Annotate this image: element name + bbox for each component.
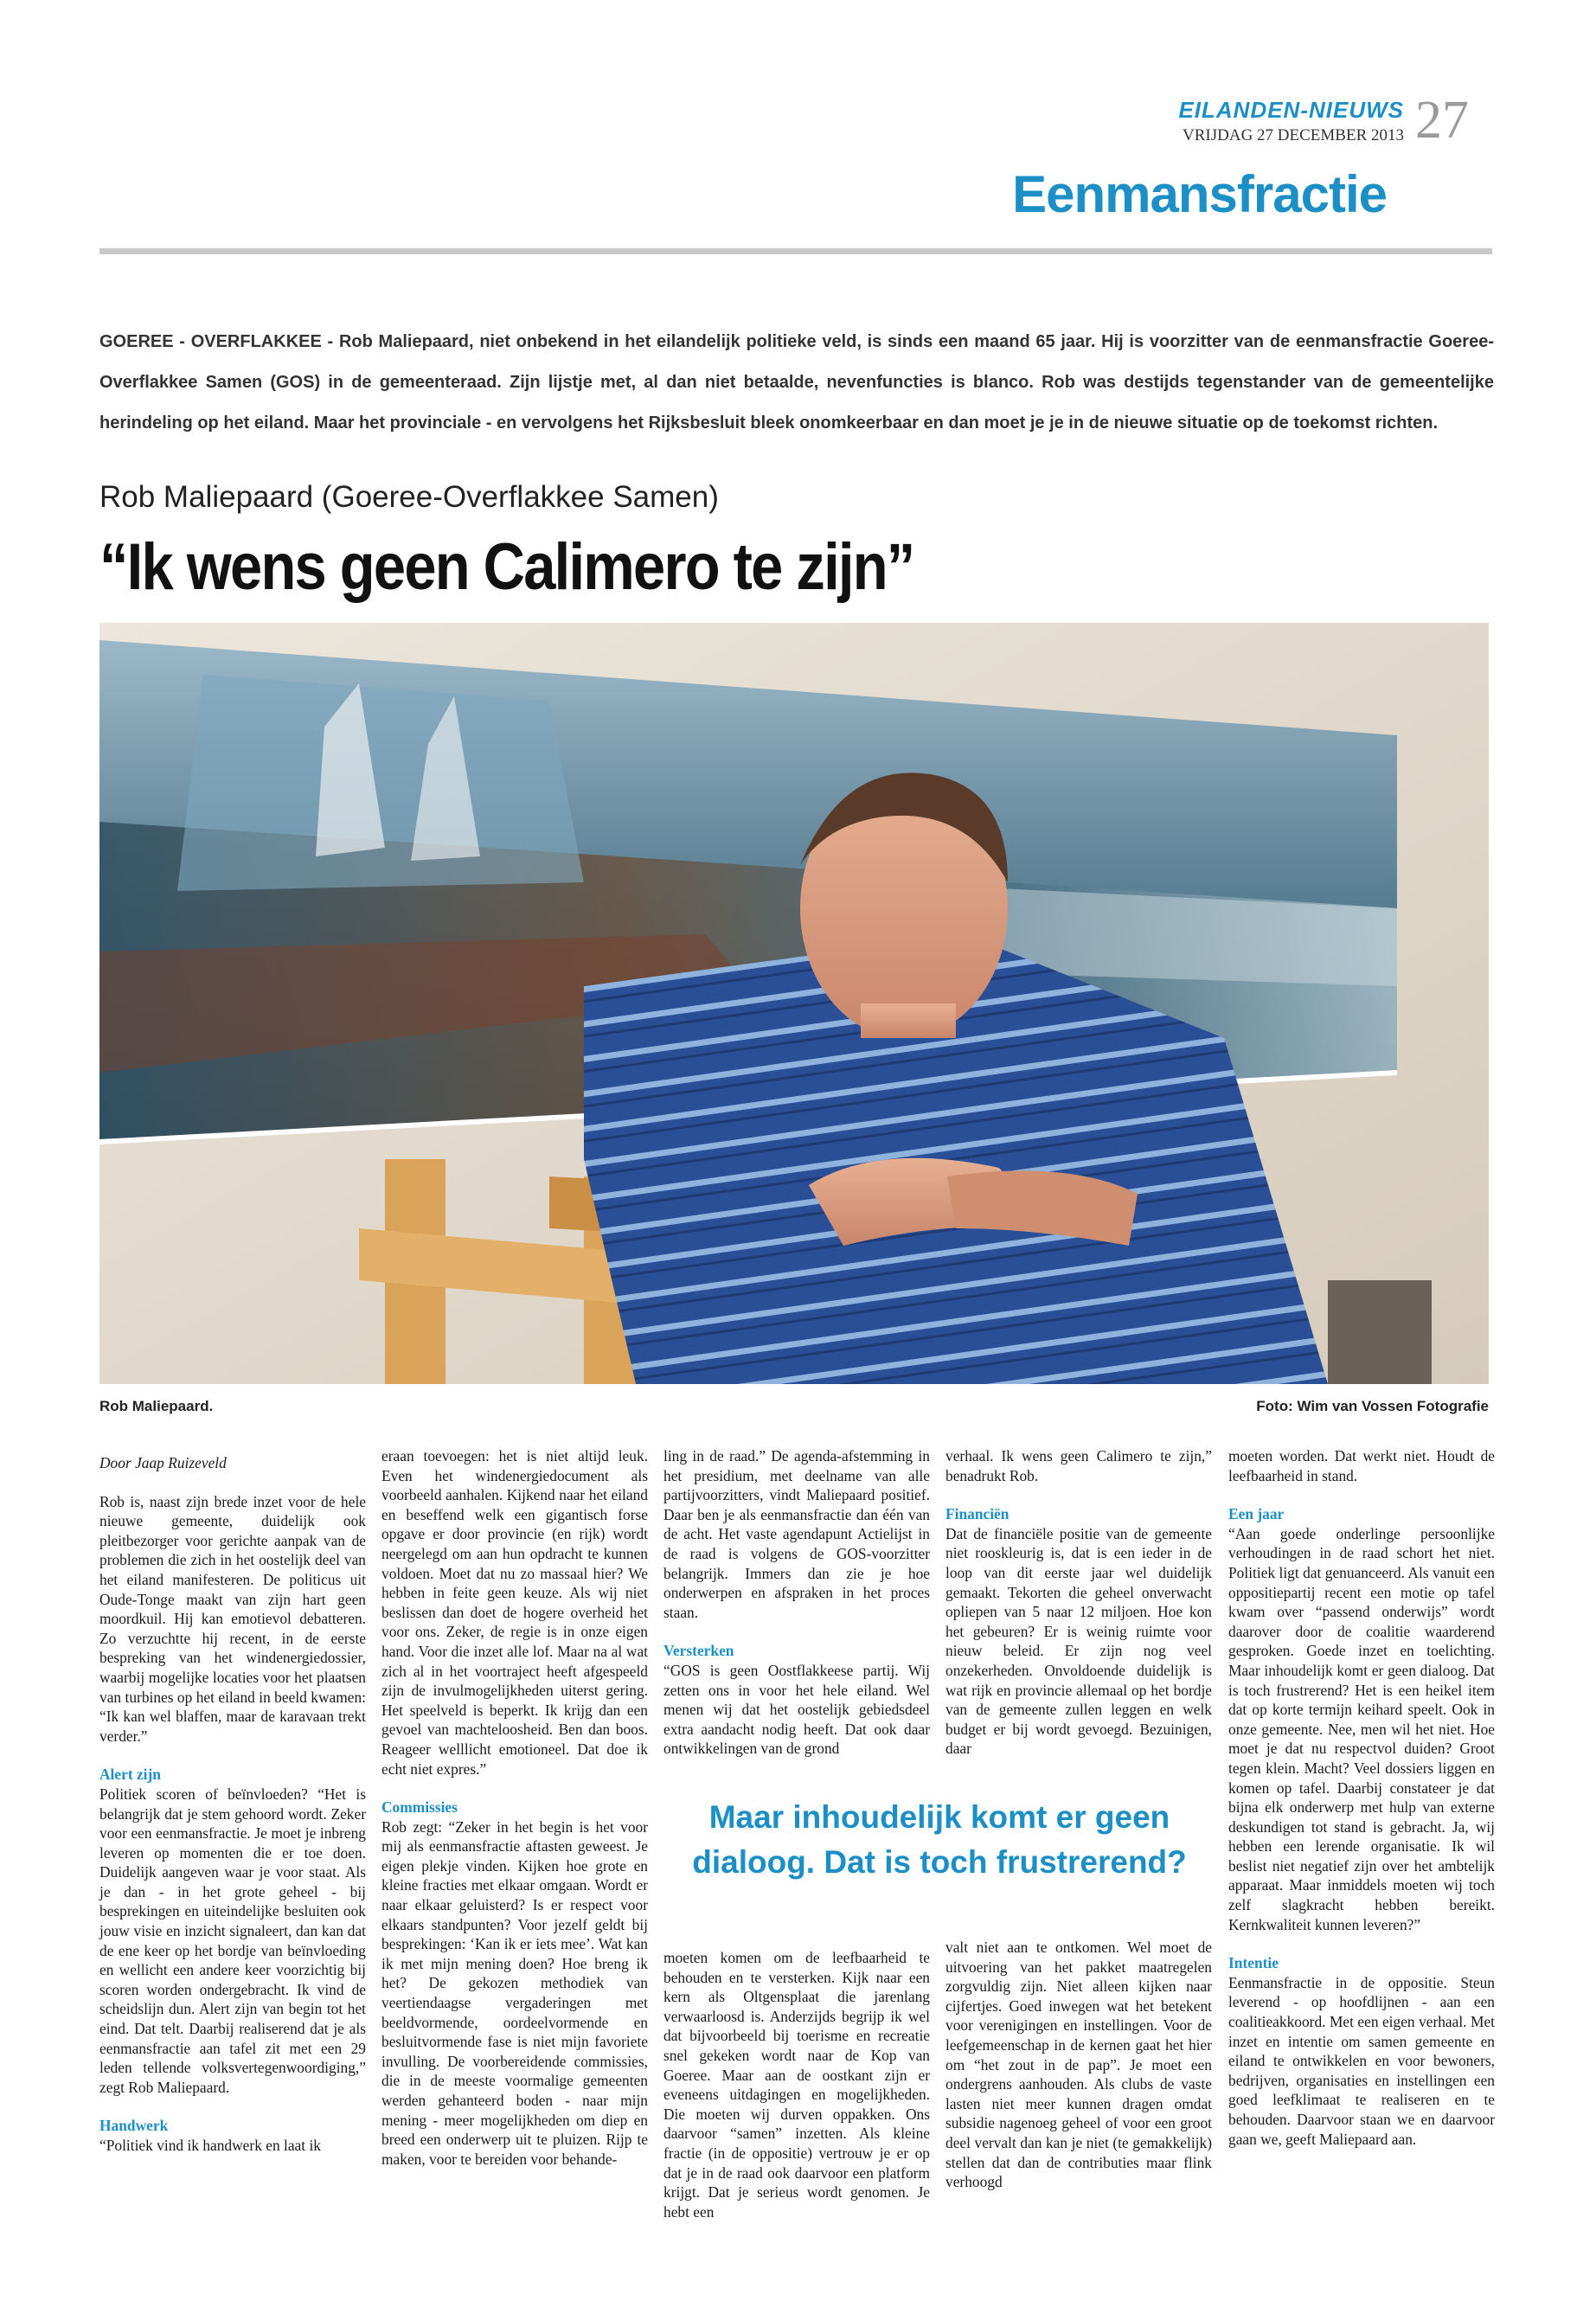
paragraph: eraan toevoegen: het is niet altijd leuk. Even het windenergiedocument als voorbeeld aanhalen. Kijkend naar het eiland en beseffend welk een gigantisch forse opgave er door provincie (en rijk) wordt neergelegd om aan hun opdracht te kunnen voldoen. Moet dat nu zo massaal hier? We hebben in feite geen keuze. Als wij niet beslissen dan doet de hogere overheid het voor ons. Zeker, de regie is in onze eigen hand. Voor die inzet alle lof. Maar na al wat zich al in het voortraject heeft afgespeeld zijn de invulmogelijkheden uiterst gering. Het speelveld is beperkt. Ik krijg dan een gevoel van machteloosheid. Ben dan boos. Reageer welllicht emotioneel. Dat doe ik echt niet expres.” — [381, 1447, 648, 1778]
page-number: 27 — [1415, 91, 1469, 150]
paragraph: verhaal. Ik wens geen Calimero te zijn,” benadrukt Rob. — [945, 1447, 1212, 1484]
article-headline: “Ik wens geen Calimero te zijn” — [99, 530, 914, 604]
subheading: Handwerk — [99, 2117, 169, 2135]
paragraph: “GOS is geen Oostflakkeese partij. Wij zetten ons in voor het hele eiland. Wel menen wij dat het oostelijk gebiedsdeel extra aandacht nodig heeft. Dat ook daar ontwikkelingen van de grond — [663, 1661, 930, 1758]
subheading: Versterken — [663, 1642, 734, 1660]
newspaper-masthead: EILANDEN-NIEUWS — [1178, 97, 1404, 123]
byline: Door Jaap Ruizeveld — [99, 1454, 227, 1471]
article-intro: GOEREE - OVERFLAKKEE - Rob Maliepaard, niet onbekend in het eilandelijk politieke veld, is sinds een maand 65 jaar. Hij is voorzitter van de eenmansfractie Goeree-Overflakkee Samen (GOS) in de gemeenteraad. Zijn lijstje met, al dan niet betaalde, nevenfuncties is blanco. Rob was destijds tegenstander van de gemeentelijke herindeling op het eiland. Maar het provinciale - en vervolgens het Rijksbesluit bleek onomkeerbaar en dan moet je je in de nieuwe situatie op de toekomst richten. — [99, 332, 1494, 433]
text-column-1 — [99, 1453, 366, 2156]
subheading: Een jaar — [1228, 1505, 1285, 1523]
paragraph: “Politiek vind ik handwerk en laat ik — [99, 2137, 321, 2154]
photo-credit: Foto: Wim van Vossen Fotografie — [1256, 1398, 1489, 1414]
text-column-2 — [381, 1446, 648, 2169]
text-column-3 — [663, 1446, 930, 1759]
subheading: Financiën — [945, 1505, 1010, 1523]
paragraph: ling in de raad.” De agenda-afstemming in het presidium, met deelname van alle partijvoorzitters, vindt Maliepaard positief. Daar ben je als eenmansfractie dan één van de acht. Het vaste agendapunt Actielijst in de raad is volgens de GOS-voorzitter belangrijk. Immers dan zie je hoe onderwerpen en afspraken in het proces staan. — [663, 1447, 930, 1621]
paragraph: moeten worden. Dat werkt niet. Houdt de leefbaarheid in stand. — [1228, 1447, 1495, 1484]
subheading: Intentie — [1228, 1954, 1279, 1972]
text-column-4-continued — [945, 1938, 1212, 2192]
paragraph: Politiek scoren of beïnvloeden? “Het is belangrijk dat je stem gehoord wordt. Zeker voor een eenmansfractie. Je moet je inbreng leveren op momenten die er toe doen. Duidelijk aangeven waar je voor staat. Als je dan - in het grote geheel - bij besprekingen en uiteindelijke besluiten ook jouw visie en inzicht signaleert, dan kan dat de ene keer op het bordje van beïnvloeding en wellicht een andere keer voorzichtig bij scoren worden ondergebracht. Ik vind de scheidslijn dun. Alert zijn van begin tot het eind. Dat telt. Daarbij realiserend dat je als eenmansfractie aan tafel zit met een 29 leden tellende volksvertegenwoordiging,” zegt Rob Maliepaard. — [99, 1785, 366, 2096]
article-kicker: Rob Maliepaard (Goeree-Overflakkee Samen) — [99, 480, 719, 514]
paragraph: moeten komen om de leefbaarheid te behouden en te versterken. Kijk naar een kern als Oltgensplaat die jarenlang verwaarloosd is. Anderzijds begrijp ik wel dat bijvoorbeeld bij toerisme en recreatie snel gekeken wordt naar de Kop van Goeree. Maar aan de oostkant zijn er eveneens uitdagingen en mogelijkheden. Die moeten wij durven oppakken. Ons daarvoor “samen” inzetten. Als kleine fractie (in de oppositie) vertrouw je er op dat je in de raad ook daarvoor een platform krijgt. Dat je serieus wordt genomen. Je hebt een — [663, 1949, 930, 2221]
paragraph: Rob is, naast zijn brede inzet voor de hele nieuwe gemeente, duidelijk ook pleitbezorger voor gerichte aanpak van de problemen die zich in het oostelijk deel van het eiland manifesteren. De politicus uit Oude-Tonge maakt van zijn hart geen moordkuil. Hij kan emotievol debatteren. Zo verzuchtte hij recent, in de eerste bespreking van het windenergiedossier, waarbij mogelijke locaties voor het plaatsen van turbines op het eiland in beeld kwamen: “Ik kan wel blaffen, maar de karavaan trekt verder.” — [99, 1492, 366, 1745]
paragraph: valt niet aan te ontkomen. Wel moet de uitvoering van het pakket maatregelen zorgvuldig zijn. Niet alleen kijken naar cijfertjes. Goed inwegen wat het betekent voor verenigingen en instellingen. Voor de leefgemeenschap in de kernen gaat het hier om “het zout in de pap”. Je moet een ondergrens aanhouden. Als clubs de vaste lasten niet meer kunnen dragen omdat subsidie nagenoeg geheel of voor een groot deel vervalt dan kan je niet (te gemakkelijk) stellen dat dan de contributies maar flink verhoogd — [945, 1939, 1212, 2191]
paragraph: “Aan goede onderlinge persoonlijke verhoudingen in de raad schort het niet. Politiek ligt dat genuanceerd. Als vanuit een oppositiepartij recent een motie op tafel kwam over “passend onderwijs” wordt daarover door de coalitie waarderend gesproken. Goede inzet en toelichting. Maar inhoudelijk komt er geen dialoog. Dat is toch frustrerend? Het is een heikel item dat op korte termijn keihard speelt. Ook in onze gemeente. Nee, men wil het niet. Hoe moet je dat nu respectvol duiden? Groot tegen klein. Macht? Veel dossiers liggen en komen op tafel. Daarbij constateer je dat bijna elk onderwerp met hulp van externe deskundigen tot stand is gebracht. Ja, wij hebben een lerende organisatie. Ik wil beslist niet negatief zijn over het ambtelijk apparaat. Maar inmiddels moeten wij toch zelf slagkracht hebben bereikt. Kernkwaliteit kunnen leveren?” — [1228, 1524, 1495, 1933]
pull-quote: Maar inhoudelijk komt er geen dialoog. Dat is toch frustrerend? — [692, 1799, 1187, 1880]
paragraph: Eenmansfractie in de oppositie. Steun leverend - op hoofdlijnen - aan een coalitieakkoord. Met een eigen verhaal. Met inzet en intentie om samen gemeente en eiland te ontwikkelen en voor bewoners, bedrijven, organisaties en instellingen een goed leefklimaat te realiseren en te behouden. Daarvoor staan we en daarvoor gaan we, geeft Maliepaard aan. — [1228, 1973, 1495, 2148]
text-column-4 — [945, 1446, 1212, 1759]
paragraph: Rob zegt: “Zeker in het begin is het voor mij als eenmansfractie aftasten geweest. Je eigen plekje vinden. Kijken hoe grote en kleine fracties met elkaar omgaan. Wordt er naar elkaar geluisterd? Is er respect voor elkaars standpunten? Voor jezelf geldt bij besprekingen: ‘Kan ik er iets mee’. Wat kan ik met mijn mening doen? Hoe breng ik het? De gekozen methodiek van veertiendaagse vergaderingen met beeldvormende, oordeelvormende en besluitvormende fase is niet mijn favoriete invulling. De voorbereidende commissies, die in de meeste voormalige gemeenten werden gehanteerd boden - naar mijn mening - meer mogelijkheden om diep en breed een onderwerp uit te pluizen. Rijp te maken, voor te bereiden voor behande- — [381, 1817, 648, 2168]
paragraph: Dat de financiële positie van de gemeente niet rooskleurig is, dat is een ieder in de loop van dit eerste jaar wel duidelijk gemaakt. Tekorten die geheel onverwacht opliepen van 5 naar 12 miljoen. Hoe kon het gebeuren? Er is weinig ruimte voor nieuw beleid. Er zijn nog veel onzekerheden. Onvoldoende duidelijk is wat rijk en provincie allemaal op het bordje van de gemeente zullen leggen en welk budget er bij wordt gevoegd. Bezuinigen, daar — [945, 1524, 1212, 1758]
header-rule — [99, 248, 1492, 254]
text-column-3-continued — [663, 1948, 930, 2221]
subheading: Commissies — [381, 1798, 458, 1817]
issue-date: VRIJDAG 27 DECEMBER 2013 — [1183, 126, 1404, 144]
section-title: Eenmansfractie — [1012, 165, 1387, 223]
portrait-photo — [99, 623, 1489, 1384]
photo-caption: Rob Maliepaard. — [99, 1398, 214, 1414]
text-column-5 — [1228, 1446, 1495, 2149]
portrait-photo-illustration — [99, 623, 1489, 1384]
subheading: Alert zijn — [99, 1766, 161, 1784]
